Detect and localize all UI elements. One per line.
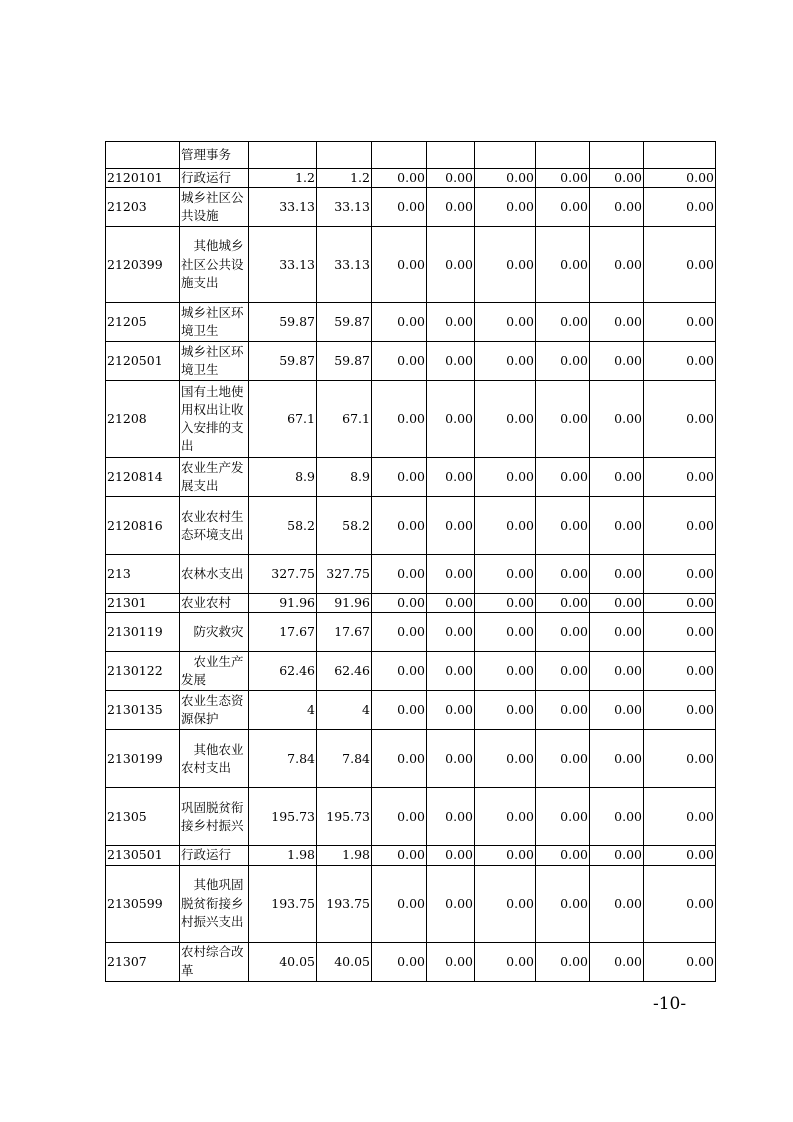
row-name: 国有土地使用权出让收入安排的支出 xyxy=(180,381,249,458)
row-value: 67.1 xyxy=(249,381,317,458)
row-value: 0.00 xyxy=(536,788,590,846)
row-code: 21307 xyxy=(106,942,180,981)
row-value: 0.00 xyxy=(372,381,427,458)
row-value: 8.9 xyxy=(317,458,372,497)
row-value: 0.00 xyxy=(590,613,644,652)
row-value: 0.00 xyxy=(536,342,590,381)
row-value: 40.05 xyxy=(249,942,317,981)
row-value xyxy=(372,142,427,169)
row-value: 0.00 xyxy=(590,227,644,303)
row-value: 0.00 xyxy=(427,169,475,188)
row-value: 0.00 xyxy=(644,555,716,594)
row-value: 4 xyxy=(317,691,372,730)
row-value: 0.00 xyxy=(475,342,536,381)
row-value: 0.00 xyxy=(644,303,716,342)
row-value: 0.00 xyxy=(427,788,475,846)
row-code: 21301 xyxy=(106,594,180,613)
row-name: 农村综合改革 xyxy=(180,942,249,981)
row-value: 7.84 xyxy=(317,730,372,788)
row-value: 1.2 xyxy=(317,169,372,188)
row-value: 91.96 xyxy=(317,594,372,613)
row-value: 0.00 xyxy=(475,458,536,497)
row-value: 40.05 xyxy=(317,942,372,981)
row-value: 0.00 xyxy=(475,865,536,942)
row-value xyxy=(427,142,475,169)
row-value: 33.13 xyxy=(249,188,317,227)
row-value: 0.00 xyxy=(590,691,644,730)
row-value: 59.87 xyxy=(249,303,317,342)
row-code: 2120399 xyxy=(106,227,180,303)
row-value: 0.00 xyxy=(590,942,644,981)
row-value: 0.00 xyxy=(475,381,536,458)
row-value: 0.00 xyxy=(644,613,716,652)
row-name: 行政运行 xyxy=(180,846,249,865)
row-value: 193.75 xyxy=(249,865,317,942)
row-value: 0.00 xyxy=(372,303,427,342)
row-value: 0.00 xyxy=(536,169,590,188)
row-value: 67.1 xyxy=(317,381,372,458)
row-value: 0.00 xyxy=(644,497,716,555)
row-value: 0.00 xyxy=(590,555,644,594)
row-name: 其他城乡社区公共设施支出 xyxy=(180,227,249,303)
row-value: 1.98 xyxy=(249,846,317,865)
table-row xyxy=(106,303,716,342)
row-value: 0.00 xyxy=(475,188,536,227)
row-value: 0.00 xyxy=(427,942,475,981)
row-value: 0.00 xyxy=(427,227,475,303)
row-value: 0.00 xyxy=(372,227,427,303)
row-value: 0.00 xyxy=(644,788,716,846)
row-value: 0.00 xyxy=(475,555,536,594)
row-value: 0.00 xyxy=(644,652,716,691)
row-value: 0.00 xyxy=(644,865,716,942)
row-name: 防灾救灾 xyxy=(180,613,249,652)
row-value: 0.00 xyxy=(536,613,590,652)
row-value: 0.00 xyxy=(372,458,427,497)
row-value: 0.00 xyxy=(427,652,475,691)
row-value: 1.98 xyxy=(317,846,372,865)
budget-table xyxy=(105,141,716,982)
row-value: 4 xyxy=(249,691,317,730)
row-value: 0.00 xyxy=(475,730,536,788)
row-value: 33.13 xyxy=(317,227,372,303)
table-row xyxy=(106,497,716,555)
table-row xyxy=(106,142,716,169)
row-value: 0.00 xyxy=(372,497,427,555)
row-value: 327.75 xyxy=(317,555,372,594)
row-value: 0.00 xyxy=(427,303,475,342)
row-name: 其他农业农村支出 xyxy=(180,730,249,788)
row-value xyxy=(475,142,536,169)
row-value: 0.00 xyxy=(427,846,475,865)
row-value: 62.46 xyxy=(317,652,372,691)
row-value: 0.00 xyxy=(590,458,644,497)
row-value: 1.2 xyxy=(249,169,317,188)
row-value: 0.00 xyxy=(644,594,716,613)
table-row xyxy=(106,594,716,613)
row-value: 0.00 xyxy=(427,497,475,555)
row-value: 59.87 xyxy=(317,303,372,342)
row-name: 农林水支出 xyxy=(180,555,249,594)
row-code: 21203 xyxy=(106,188,180,227)
row-value: 0.00 xyxy=(372,342,427,381)
row-value: 0.00 xyxy=(372,652,427,691)
row-value: 0.00 xyxy=(590,594,644,613)
row-name: 农业农村 xyxy=(180,594,249,613)
row-value: 0.00 xyxy=(536,865,590,942)
row-value: 0.00 xyxy=(590,303,644,342)
row-value: 58.2 xyxy=(249,497,317,555)
row-name: 其他巩固脱贫衔接乡村振兴支出 xyxy=(180,865,249,942)
row-name: 农业农村生态环境支出 xyxy=(180,497,249,555)
row-value: 0.00 xyxy=(372,942,427,981)
row-value: 0.00 xyxy=(475,788,536,846)
row-value: 0.00 xyxy=(644,227,716,303)
row-value: 0.00 xyxy=(590,730,644,788)
row-value: 0.00 xyxy=(427,613,475,652)
row-value: 0.00 xyxy=(427,342,475,381)
row-value: 0.00 xyxy=(644,846,716,865)
row-code: 2120101 xyxy=(106,169,180,188)
row-value: 62.46 xyxy=(249,652,317,691)
row-value: 0.00 xyxy=(372,188,427,227)
row-value xyxy=(644,142,716,169)
row-value: 0.00 xyxy=(372,169,427,188)
row-value: 0.00 xyxy=(475,652,536,691)
row-value: 0.00 xyxy=(644,942,716,981)
row-value: 0.00 xyxy=(372,846,427,865)
row-value: 0.00 xyxy=(644,342,716,381)
row-value: 17.67 xyxy=(317,613,372,652)
row-value: 0.00 xyxy=(536,691,590,730)
row-name: 城乡社区环境卫生 xyxy=(180,303,249,342)
row-value: 0.00 xyxy=(590,865,644,942)
row-value: 0.00 xyxy=(590,342,644,381)
row-value: 193.75 xyxy=(317,865,372,942)
row-value: 0.00 xyxy=(536,846,590,865)
row-code: 2130122 xyxy=(106,652,180,691)
row-value: 0.00 xyxy=(372,691,427,730)
row-name: 行政运行 xyxy=(180,169,249,188)
row-code: 21305 xyxy=(106,788,180,846)
table-row xyxy=(106,227,716,303)
row-name: 农业生产发展 xyxy=(180,652,249,691)
row-code: 2130599 xyxy=(106,865,180,942)
row-code: 2120814 xyxy=(106,458,180,497)
row-value: 0.00 xyxy=(536,942,590,981)
row-value: 0.00 xyxy=(427,594,475,613)
row-value: 0.00 xyxy=(644,169,716,188)
row-value: 91.96 xyxy=(249,594,317,613)
table-row xyxy=(106,381,716,458)
row-value: 0.00 xyxy=(590,788,644,846)
row-value: 0.00 xyxy=(427,188,475,227)
row-value xyxy=(590,142,644,169)
row-name: 巩固脱贫衔接乡村振兴 xyxy=(180,788,249,846)
row-name: 农业生态资源保护 xyxy=(180,691,249,730)
row-value: 0.00 xyxy=(536,594,590,613)
row-value: 195.73 xyxy=(249,788,317,846)
row-value: 0.00 xyxy=(536,381,590,458)
row-value: 195.73 xyxy=(317,788,372,846)
row-value: 0.00 xyxy=(590,497,644,555)
row-value: 0.00 xyxy=(644,730,716,788)
row-value: 0.00 xyxy=(372,788,427,846)
row-value: 0.00 xyxy=(475,169,536,188)
row-value: 0.00 xyxy=(590,188,644,227)
row-value: 0.00 xyxy=(536,730,590,788)
row-value: 0.00 xyxy=(427,730,475,788)
row-value xyxy=(317,142,372,169)
row-value: 0.00 xyxy=(644,691,716,730)
table-row xyxy=(106,730,716,788)
table-row xyxy=(106,613,716,652)
table-row xyxy=(106,865,716,942)
row-value: 0.00 xyxy=(536,555,590,594)
row-value xyxy=(249,142,317,169)
row-value: 0.00 xyxy=(475,613,536,652)
row-value: 0.00 xyxy=(475,846,536,865)
row-name: 城乡社区环境卫生 xyxy=(180,342,249,381)
row-value: 0.00 xyxy=(644,458,716,497)
row-name: 管理事务 xyxy=(180,142,249,169)
row-value: 0.00 xyxy=(475,227,536,303)
row-value: 0.00 xyxy=(536,458,590,497)
table-body xyxy=(106,142,716,982)
row-name: 城乡社区公共设施 xyxy=(180,188,249,227)
row-value: 17.67 xyxy=(249,613,317,652)
row-value: 0.00 xyxy=(536,497,590,555)
table-row xyxy=(106,188,716,227)
row-value: 7.84 xyxy=(249,730,317,788)
row-code: 213 xyxy=(106,555,180,594)
row-value: 33.13 xyxy=(317,188,372,227)
row-value: 0.00 xyxy=(475,497,536,555)
row-value: 0.00 xyxy=(427,691,475,730)
table-row xyxy=(106,555,716,594)
row-value: 0.00 xyxy=(644,188,716,227)
row-code: 2130199 xyxy=(106,730,180,788)
row-value: 0.00 xyxy=(427,458,475,497)
row-value: 0.00 xyxy=(372,613,427,652)
row-value: 0.00 xyxy=(644,381,716,458)
row-value: 327.75 xyxy=(249,555,317,594)
row-value: 0.00 xyxy=(475,594,536,613)
row-value: 0.00 xyxy=(590,652,644,691)
row-name: 农业生产发展支出 xyxy=(180,458,249,497)
row-value: 0.00 xyxy=(372,865,427,942)
row-code: 2120816 xyxy=(106,497,180,555)
table-row xyxy=(106,691,716,730)
table-row xyxy=(106,342,716,381)
row-value: 0.00 xyxy=(536,303,590,342)
row-code: 21205 xyxy=(106,303,180,342)
row-value: 0.00 xyxy=(536,652,590,691)
table-row xyxy=(106,458,716,497)
row-value xyxy=(536,142,590,169)
row-value: 0.00 xyxy=(590,169,644,188)
row-value: 0.00 xyxy=(427,865,475,942)
row-value: 0.00 xyxy=(590,381,644,458)
row-value: 0.00 xyxy=(427,555,475,594)
row-value: 0.00 xyxy=(536,227,590,303)
row-code: 2130135 xyxy=(106,691,180,730)
row-value: 58.2 xyxy=(317,497,372,555)
row-value: 0.00 xyxy=(372,594,427,613)
page-number: -10- xyxy=(653,994,687,1014)
row-code: 2120501 xyxy=(106,342,180,381)
row-value: 0.00 xyxy=(536,188,590,227)
table-row xyxy=(106,652,716,691)
row-value: 0.00 xyxy=(590,846,644,865)
row-value: 59.87 xyxy=(317,342,372,381)
row-code: 21208 xyxy=(106,381,180,458)
row-value: 0.00 xyxy=(427,381,475,458)
row-value: 59.87 xyxy=(249,342,317,381)
row-value: 0.00 xyxy=(475,942,536,981)
row-value: 0.00 xyxy=(372,555,427,594)
table-row xyxy=(106,169,716,188)
row-value: 33.13 xyxy=(249,227,317,303)
row-value: 0.00 xyxy=(475,303,536,342)
row-code xyxy=(106,142,180,169)
row-value: 0.00 xyxy=(372,730,427,788)
table-row xyxy=(106,788,716,846)
row-code: 2130119 xyxy=(106,613,180,652)
row-value: 8.9 xyxy=(249,458,317,497)
table-row xyxy=(106,846,716,865)
table-row xyxy=(106,942,716,981)
row-value: 0.00 xyxy=(475,691,536,730)
row-code: 2130501 xyxy=(106,846,180,865)
